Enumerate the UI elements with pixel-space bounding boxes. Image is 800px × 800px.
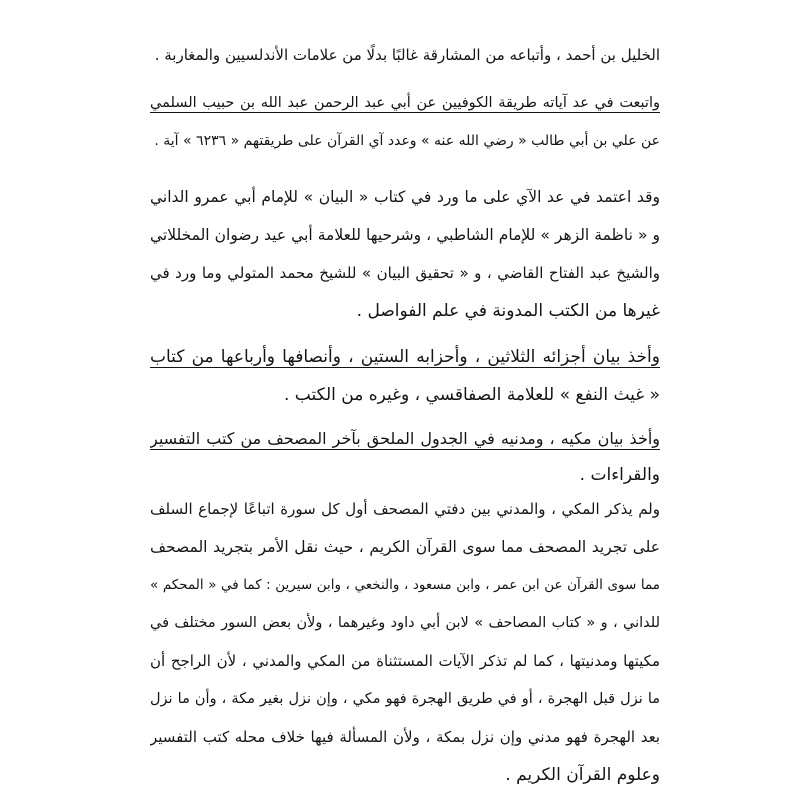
paragraph-3-line-3: والشيخ عبد الفتاح القاضي ، و « تحقيق البيان » للشيخ محمد المتولي وما ورد في: [150, 264, 660, 282]
paragraph-6-line-8: وعلوم القرآن الكريم .: [505, 765, 660, 785]
paragraph-2-line-1: واتبعت في عد آياته طريقة الكوفيين عن أبي عبد الرحمن عبد الله بن حبيب السلمي: [150, 95, 660, 111]
paragraph-6-line-7: بعد الهجرة فهو مدني وإن نزل بمكة ، ولأن المسألة فيها خلاف محله كتب التفسير: [150, 728, 660, 746]
document-page: [150, 30, 660, 790]
paragraph-6-line-6: ما نزل قبل الهجرة ، أو في طريق الهجرة فهو مكي ، وإن نزل بغير مكة ، وأن ما نزل: [150, 691, 660, 707]
paragraph-4-line-1: وأخذ بيان أجزائه الثلاثين ، وأحزابه الستين ، وأنصافها وأرباعها من كتاب: [150, 347, 660, 367]
paragraph-2-line-2: عن علي بن أبي طالب « رضي الله عنه » وعدد آي القرآن على طريقتهم « ٦٢٣٦ » آية .: [154, 133, 660, 149]
paragraph-6-line-2: على تجريد المصحف مما سوى القرآن الكريم ، حيث نقل الأمر بتجريد المصحف: [150, 538, 660, 556]
paragraph-5-line-1: وأخذ بيان مكيه ، ومدنيه في الجدول الملحق بآخر المصحف من كتب التفسير: [150, 429, 660, 448]
paragraph-4-line-2: « غيث النفع » للعلامة الصفاقسي ، وغيره من الكتب .: [283, 385, 660, 405]
paragraph-6-line-1: ولم يذكر المكي ، والمدني بين دفتي المصحف أول كل سورة اتباعًا لإجماع السلف: [150, 500, 660, 518]
paragraph-3-line-2: و « ناظمة الزهر » للإمام الشاطبي ، وشرحيها للعلامة أبي عيد رضوان المخللاتي: [150, 226, 660, 244]
paragraph-5-line-2: والقراءات .: [579, 465, 660, 485]
paragraph-1-line-1: الخليل بن أحمد ، وأتباعه من المشارقة غالبًا بدلًا من علامات الأندلسيين والمغاربة .: [154, 46, 660, 64]
paragraph-6-line-4: للداني ، و « كتاب المصاحف » لابن أبي داود وغيرهما ، ولأن بعض السور مختلف في: [150, 615, 660, 631]
paragraph-3-line-4: غيرها من الكتب المدونة في علم الفواصل .: [356, 301, 660, 321]
paragraph-6-line-3: مما سوى القرآن عن ابن عمر ، وابن مسعود ، والنخعي ، وابن سيرين : كما في « المحكم »: [150, 577, 660, 593]
paragraph-3-line-1: وقد اعتمد في عد الآي على ما ورد في كتاب « البيان » للإمام أبي عمرو الداني: [150, 188, 660, 206]
paragraph-6-line-5: مكيتها ومدنيتها ، كما لم تذكر الآيات المستثناة من المكي والمدني ، لأن الراجح أن: [150, 652, 660, 670]
